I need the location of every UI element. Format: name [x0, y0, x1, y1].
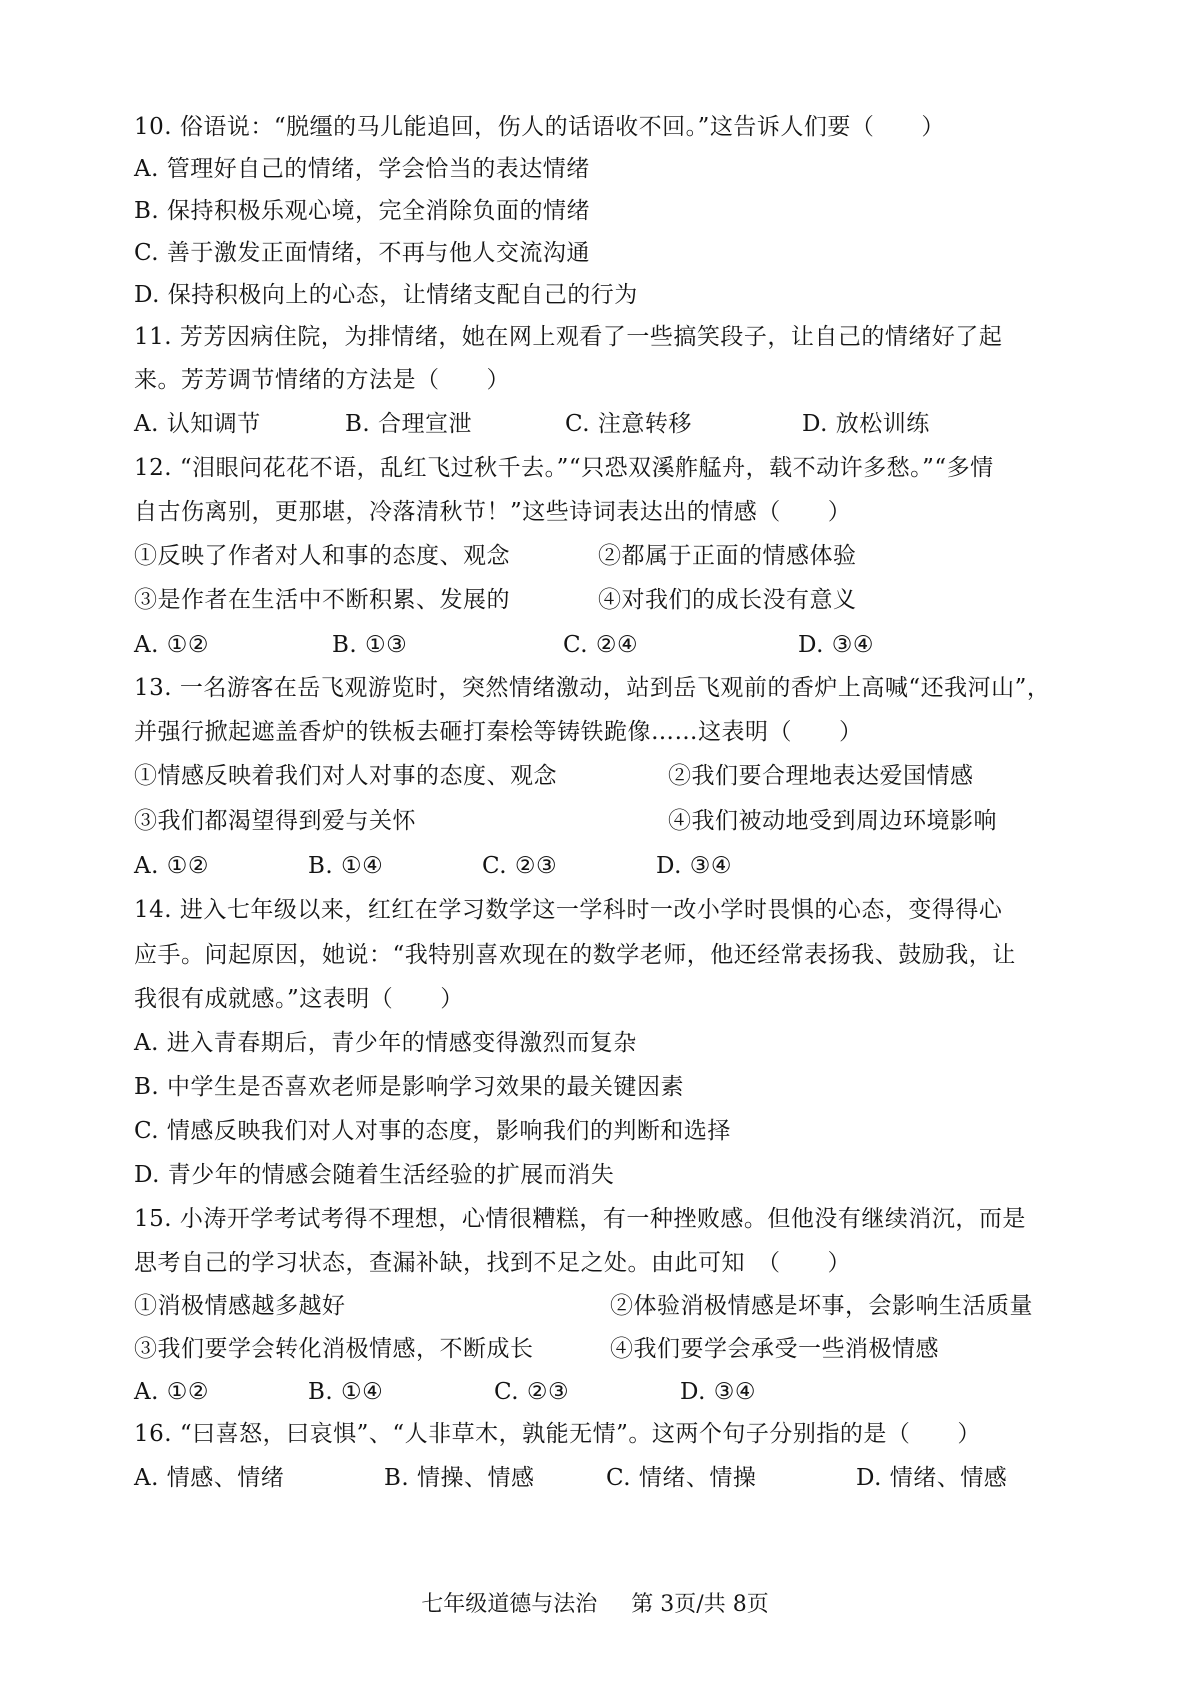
q12-statement-4: ④对我们的成长没有意义: [598, 587, 857, 613]
q13-option-b: B. ①④: [308, 853, 384, 879]
q11-option-b: B. 合理宣泄: [345, 411, 473, 437]
q11-stem-line1: 11. 芳芳因病住院，为排情绪，她在网上观看了一些搞笑段子，让自己的情绪好了起: [134, 324, 1003, 350]
q15-option-a: A. ①②: [134, 1379, 209, 1405]
q10-option-b: B. 保持积极乐观心境，完全消除负面的情绪: [134, 198, 591, 224]
q14-stem-line2: 应手。问起原因，她说：“我特别喜欢现在的数学老师，他还经常表扬我、鼓励我，让: [134, 942, 1016, 968]
q15-statement-3: ③我们要学会转化消极情感，不断成长: [134, 1336, 534, 1362]
q13-statement-4: ④我们被动地受到周边环境影响: [668, 808, 997, 834]
q14-option-d: D. 青少年的情感会随着生活经验的扩展而消失: [134, 1162, 615, 1188]
q15-stem-line1: 15. 小涛开学考试考得不理想，心情很糟糕，有一种挫败感。但他没有继续消沉，而是: [134, 1206, 1026, 1232]
q12-option-b: B. ①③: [332, 632, 408, 658]
q11-option-d: D. 放松训练: [802, 411, 930, 437]
q15-statement-4: ④我们要学会承受一些消极情感: [610, 1336, 939, 1362]
q16-option-c: C. 情绪、情操: [606, 1465, 757, 1491]
q15-stem-line2: 思考自己的学习状态，查漏补缺，找到不足之处。由此可知 （ ）: [134, 1250, 851, 1276]
q15-statement-1: ①消极情感越多越好: [134, 1293, 346, 1319]
q16-option-a: A. 情感、情绪: [134, 1465, 285, 1491]
q16-option-d: D. 情绪、情感: [856, 1465, 1008, 1491]
q14-stem-line3: 我很有成就感。”这表明（ ）: [134, 986, 464, 1012]
footer-page-number: 第 3页/共 8页: [631, 1592, 769, 1617]
q15-statement-2: ②体验消极情感是坏事，会影响生活质量: [610, 1293, 1033, 1319]
q16-stem: 16. “曰喜怒，曰哀惧”、“人非草木，孰能无情”。这两个句子分别指的是（ ）: [134, 1421, 981, 1447]
q10-stem: 10. 俗语说：“脱缰的马儿能追回，伤人的话语收不回。”这告诉人们要（ ）: [134, 114, 945, 140]
q12-stem-line2: 自古伤离别，更那堪，冷落清秋节！”这些诗词表达出的情感（ ）: [134, 499, 852, 525]
q12-option-a: A. ①②: [134, 632, 209, 658]
q13-statement-3: ③我们都渴望得到爱与关怀: [134, 808, 416, 834]
q16-option-b: B. 情操、情感: [384, 1465, 535, 1491]
q13-stem-line1: 13. 一名游客在岳飞观游览时，突然情绪激动，站到岳飞观前的香炉上高喊“还我河山”，: [134, 675, 1051, 701]
q14-option-b: B. 中学生是否喜欢老师是影响学习效果的最关键因素: [134, 1074, 685, 1100]
q13-option-a: A. ①②: [134, 853, 209, 879]
q11-option-c: C. 注意转移: [565, 411, 692, 437]
q12-option-d: D. ③④: [798, 632, 874, 658]
q15-option-c: C. ②③: [494, 1379, 570, 1405]
footer-subject: 七年级道德与法治: [421, 1592, 598, 1617]
q13-option-c: C. ②③: [482, 853, 558, 879]
q14-option-a: A. 进入青春期后，青少年的情感变得激烈而复杂: [134, 1030, 637, 1056]
q12-stem-line1: 12. “泪眼问花花不语，乱红飞过秋千去。”“只恐双溪舴艋舟，载不动许多愁。”“多情: [134, 455, 994, 481]
q13-statement-2: ②我们要合理地表达爱国情感: [668, 763, 974, 789]
q11-stem-line2: 来。芳芳调节情绪的方法是（ ）: [134, 367, 510, 393]
q11-option-a: A. 认知调节: [134, 411, 261, 437]
q10-option-d: D. 保持积极向上的心态，让情绪支配自己的行为: [134, 282, 638, 308]
q13-stem-line2: 并强行掀起遮盖香炉的铁板去砸打秦桧等铸铁跪像……这表明（ ）: [134, 719, 863, 745]
page-footer: [0, 1590, 1190, 1620]
q10-option-a: A. 管理好自己的情绪，学会恰当的表达情绪: [134, 156, 590, 182]
q13-statement-1: ①情感反映着我们对人对事的态度、观念: [134, 763, 557, 789]
q13-option-d: D. ③④: [656, 853, 732, 879]
q12-statement-1: ①反映了作者对人和事的态度、观念: [134, 543, 510, 569]
q12-option-c: C. ②④: [563, 632, 639, 658]
q10-option-c: C. 善于激发正面情绪，不再与他人交流沟通: [134, 240, 590, 266]
q15-option-d: D. ③④: [680, 1379, 756, 1405]
q15-option-b: B. ①④: [308, 1379, 384, 1405]
q12-statement-2: ②都属于正面的情感体验: [598, 543, 857, 569]
q14-stem-line1: 14. 进入七年级以来，红红在学习数学这一学科时一改小学时畏惧的心态，变得得心: [134, 897, 1003, 923]
q14-option-c: C. 情感反映我们对人对事的态度，影响我们的判断和选择: [134, 1118, 731, 1144]
q12-statement-3: ③是作者在生活中不断积累、发展的: [134, 587, 510, 613]
